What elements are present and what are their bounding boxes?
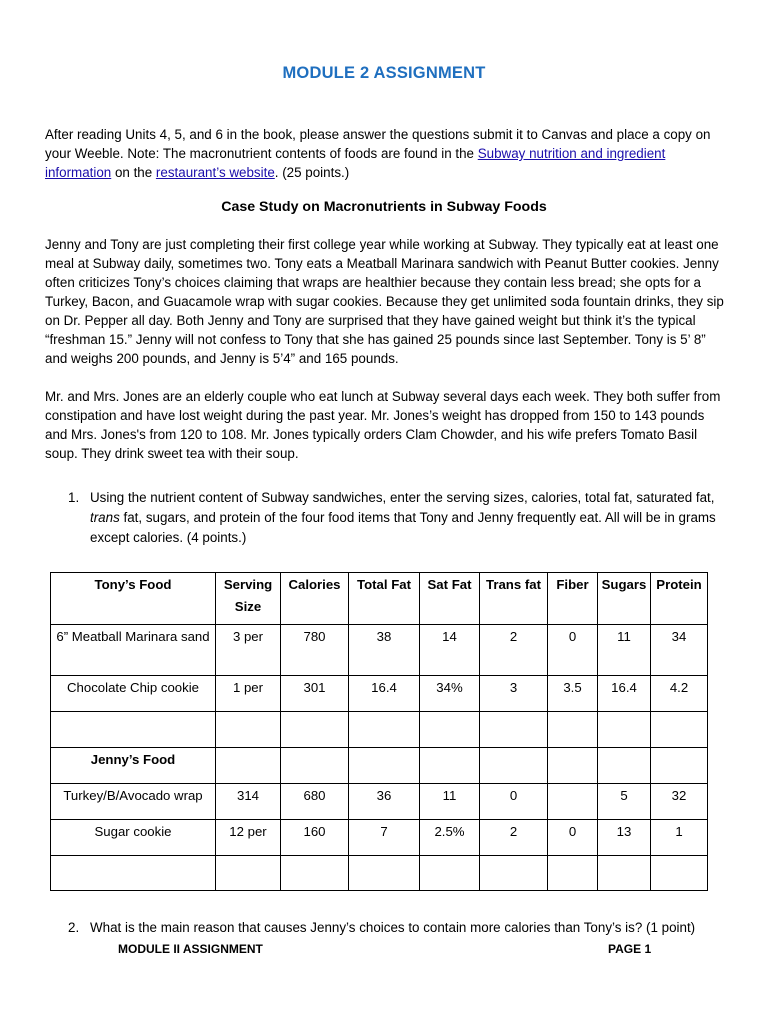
table-cell[interactable] — [349, 856, 420, 891]
table-cell[interactable]: 314 — [216, 784, 281, 820]
table-cell[interactable]: 36 — [349, 784, 420, 820]
table-cell[interactable]: 780 — [281, 625, 349, 676]
question-1-text-b: fat, sugars, and protein of the four food items that Tony and Jenny frequently eat. All will be in grams except calories. (4 points.) — [90, 510, 716, 545]
table-cell[interactable]: 11 — [598, 625, 651, 676]
table-cell[interactable]: 2 — [480, 820, 548, 856]
table-cell[interactable] — [548, 784, 598, 820]
table-cell[interactable]: 5 — [598, 784, 651, 820]
table-cell[interactable] — [420, 748, 480, 784]
table-cell[interactable] — [51, 856, 216, 891]
restaurant-website-link[interactable]: restaurant’s website — [155, 165, 275, 180]
header-cell: Fiber — [548, 573, 598, 625]
question-1 — [68, 488, 728, 548]
table-cell[interactable]: 0 — [480, 784, 548, 820]
table-row — [51, 712, 708, 748]
case-study-title: Case Study on Macronutrients in Subway Foods — [221, 199, 547, 215]
table-cell[interactable]: 3.5 — [548, 676, 598, 712]
question-1-text-a: Using the nutrient content of Subway sandwiches, enter the serving sizes, calories, total fat, saturated fat, — [90, 490, 715, 505]
question-2 — [68, 918, 728, 938]
table-cell[interactable] — [480, 712, 548, 748]
table-cell[interactable]: 11 — [420, 784, 480, 820]
question-1-trans: trans — [90, 510, 120, 525]
intro-text-1: After reading Units 4, 5, and 6 in the book, please answer the questions submit it to Canvas and place a copy on your Weeble. Note: The macronutrient contents of foods are found in the — [45, 127, 711, 161]
table-row — [51, 820, 708, 856]
table-row — [51, 748, 708, 784]
table-cell[interactable]: 2.5% — [420, 820, 480, 856]
jenny-food-header: Jenny’s Food — [51, 748, 216, 784]
subway-nutrition-link[interactable]: Subway nutrition and ingredient information — [45, 146, 666, 180]
case-paragraph-jones: Mr. and Mrs. Jones are an elderly couple who eat lunch at Subway several days each week. They both suffer from constipation and have lost weight during the past year. Mr. Jones’s weight has dropped from 150 to 143 pounds and Mrs. Jones's from 120 to 108. Mr. Jones typically orders Clam Chowder, and his wife prefers Tomato Basil soup. They drink sweet tea with their soup. — [45, 389, 721, 461]
table-cell[interactable]: 34% — [420, 676, 480, 712]
table-cell[interactable]: 16.4 — [598, 676, 651, 712]
table-cell[interactable]: 6” Meatball Marinara sand — [51, 625, 216, 676]
intro-text-2: on the — [111, 165, 156, 180]
table-cell[interactable]: 1 per — [216, 676, 281, 712]
table-cell[interactable]: 32 — [651, 784, 708, 820]
table-cell[interactable] — [651, 712, 708, 748]
table-cell[interactable] — [216, 712, 281, 748]
table-cell[interactable]: 38 — [349, 625, 420, 676]
table-cell[interactable] — [216, 748, 281, 784]
table-cell[interactable]: Turkey/B/Avocado wrap — [51, 784, 216, 820]
table-cell[interactable]: 16.4 — [349, 676, 420, 712]
header-cell: Calories — [281, 573, 349, 625]
table-cell[interactable]: Sugar cookie — [51, 820, 216, 856]
table-cell[interactable]: 0 — [548, 625, 598, 676]
table-header-row — [51, 573, 708, 625]
header-cell: Sat Fat — [420, 573, 480, 625]
table-cell[interactable]: 14 — [420, 625, 480, 676]
table-cell[interactable]: 7 — [349, 820, 420, 856]
header-cell: Protein — [651, 573, 708, 625]
footer-page-number: PAGE 1 — [608, 942, 652, 956]
footer-title: MODULE II ASSIGNMENT — [118, 942, 263, 956]
table-cell[interactable] — [548, 856, 598, 891]
question-2-number: 2. — [68, 920, 80, 935]
page-title: MODULE 2 ASSIGNMENT — [282, 64, 486, 82]
question-1-number: 1. — [68, 490, 80, 505]
nutrient-table — [50, 572, 708, 891]
table-cell[interactable]: 1 — [651, 820, 708, 856]
table-cell[interactable] — [281, 712, 349, 748]
table-cell[interactable]: 13 — [598, 820, 651, 856]
table-cell[interactable]: Chocolate Chip cookie — [51, 676, 216, 712]
table-row — [51, 856, 708, 891]
table-cell[interactable] — [349, 712, 420, 748]
table-row — [51, 676, 708, 712]
table-cell[interactable] — [281, 748, 349, 784]
header-cell: Tony’s Food — [51, 573, 216, 625]
header-cell: Total Fat — [349, 573, 420, 625]
table-cell[interactable]: 680 — [281, 784, 349, 820]
table-cell[interactable] — [349, 748, 420, 784]
case-paragraph-jenny-tony: Jenny and Tony are just completing their first college year while working at Subway. They typically eat at least one meal at Subway daily, sometimes two. Tony eats a Meatball Marinara sandwich with Peanut Butter cookies. Jenny often criticizes Tony’s choices claiming that wraps are healthier because they contain less bread; she opts for a Turkey, Bacon, and Guacamole wrap with sugar cookies. Because they get unlimited soda fountain drinks, they sip on Dr. Pepper all day. Both Jenny and Tony are surprised that they have gained weight but think it’s the typical “freshman 15.” Jenny will not confess to Tony that she has gained 25 pounds since last September. Tony is 5’ 8” and weighs 200 pounds, and Jenny is 5’4” and 165 pounds. — [45, 237, 724, 366]
table-row — [51, 625, 708, 676]
table-cell[interactable] — [598, 748, 651, 784]
table-cell[interactable]: 4.2 — [651, 676, 708, 712]
table-cell[interactable] — [651, 748, 708, 784]
question-2-text: What is the main reason that causes Jenny’s choices to contain more calories than Tony’s is? (1 point) — [90, 920, 696, 935]
header-cell: Sugars — [598, 573, 651, 625]
table-cell[interactable]: 34 — [651, 625, 708, 676]
table-cell[interactable]: 3 per — [216, 625, 281, 676]
header-cell: Serving Size — [216, 573, 281, 625]
table-cell[interactable] — [598, 712, 651, 748]
intro-paragraph — [45, 125, 729, 182]
table-row — [51, 784, 708, 820]
intro-text-3: . (25 points.) — [274, 165, 350, 180]
table-cell[interactable] — [480, 856, 548, 891]
table-cell[interactable]: 12 per — [216, 820, 281, 856]
table-cell[interactable] — [420, 712, 480, 748]
header-cell: Trans fat — [480, 573, 548, 625]
table-cell[interactable]: 160 — [281, 820, 349, 856]
table-cell[interactable]: 2 — [480, 625, 548, 676]
table-cell[interactable] — [281, 856, 349, 891]
table-cell[interactable] — [216, 856, 281, 891]
table-cell[interactable]: 0 — [548, 820, 598, 856]
table-cell[interactable] — [548, 712, 598, 748]
table-cell[interactable] — [420, 856, 480, 891]
table-cell[interactable] — [598, 856, 651, 891]
table-cell[interactable]: 301 — [281, 676, 349, 712]
table-cell[interactable]: 3 — [480, 676, 548, 712]
table-cell[interactable] — [548, 748, 598, 784]
table-cell[interactable] — [51, 712, 216, 748]
table-cell[interactable] — [651, 856, 708, 891]
table-cell[interactable] — [480, 748, 548, 784]
